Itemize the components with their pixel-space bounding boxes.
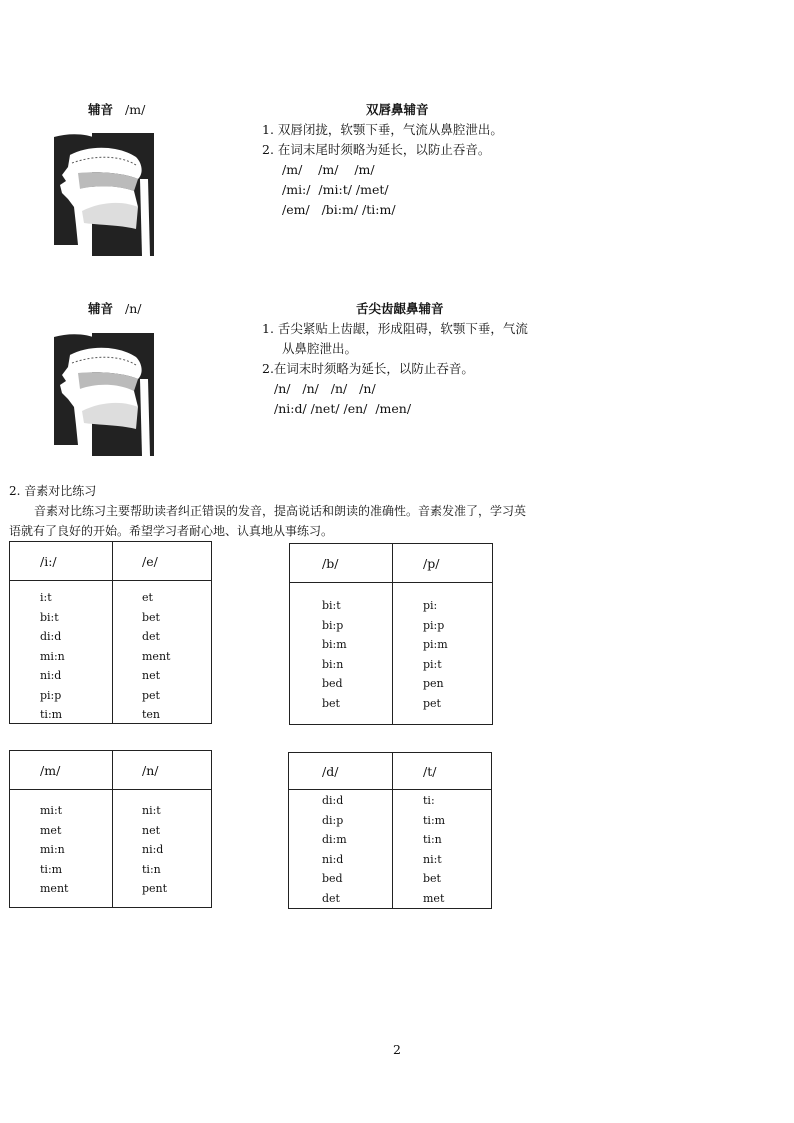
table-cell: bi:n [322, 657, 344, 671]
section-n-example-1: /n/ /n/ /n/ /n/ [274, 381, 376, 396]
section-m-title: 双唇鼻辅音 [366, 102, 429, 117]
section-m-point-1: 1. 双唇闭拢，软颚下垂，气流从鼻腔泄出。 [262, 122, 503, 137]
table-cell: bet [322, 696, 340, 710]
table-cell: ment [142, 649, 171, 663]
table-cell: di:d [322, 794, 344, 807]
table-cell: pi:p [40, 688, 62, 702]
table-cell: pet [423, 696, 441, 710]
table-cell: mi:n [40, 843, 65, 856]
table-header: /d/ [322, 764, 339, 779]
table-header: /m/ [40, 763, 61, 778]
table-column [142, 801, 167, 899]
table-header: /e/ [142, 554, 158, 569]
table-cell: ni:t [423, 852, 442, 866]
table-column [40, 801, 68, 899]
table-header: /i:/ [40, 554, 57, 569]
section-m-example-1: /m/ /m/ /m/ [282, 162, 375, 177]
table-cell: di:m [322, 833, 347, 846]
contrast-table-m-n [9, 750, 212, 908]
table-cell: di:p [322, 813, 344, 827]
table-column [322, 596, 347, 713]
table-column [423, 791, 445, 908]
section-m-example-2: /mi:/ /mi:t/ /met/ [282, 182, 389, 197]
mouth-diagram-m [54, 133, 156, 256]
table-cell: bed [322, 677, 343, 690]
page-number: 2 [393, 1042, 401, 1057]
section-n-label [88, 299, 142, 317]
contrast-table-b-p [289, 543, 493, 725]
section-n-point-2: 2.在词末时须略为延长，以防止吞音。 [262, 361, 474, 376]
table-cell: bi:t [322, 599, 341, 612]
section-n-label-cn: 辅音 [88, 301, 114, 316]
section-n-title: 舌尖齿龈鼻辅音 [356, 301, 444, 316]
table-cell: det [322, 891, 340, 905]
table-cell: ti:n [142, 862, 161, 876]
table-cell: ten [142, 708, 161, 721]
table-cell: pi:m [423, 638, 448, 651]
table-header: /t/ [423, 764, 437, 779]
table-cell: pi:t [423, 657, 442, 671]
section-n-label-ipa: /n/ [125, 301, 142, 316]
table-cell: det [142, 630, 160, 643]
practice-heading: 2. 音素对比练习 [9, 484, 97, 498]
practice-paragraph-line-2: 语就有了良好的开始。希望学习者耐心地、认真地从事练习。 [9, 524, 334, 538]
table-cell: et [142, 591, 153, 604]
table-cell: ni:d [142, 843, 164, 856]
table-cell: bi:m [322, 638, 347, 651]
table-cell: bet [142, 610, 160, 624]
section-m-point-2: 2. 在词末尾时须略为延长，以防止吞音。 [262, 142, 491, 157]
section-n-point-1: 1. 舌尖紧贴上齿龈，形成阻碍，软颚下垂，气流 [262, 321, 528, 336]
table-cell: bed [322, 872, 343, 885]
table-cell: ti:m [40, 708, 63, 721]
table-cell: met [40, 823, 62, 837]
table-cell: ti: [423, 794, 435, 807]
section-m-example-3: /em/ /bi:m/ /ti:m/ [282, 202, 396, 217]
contrast-table-i-e [9, 541, 212, 724]
table-cell: bi:t [40, 610, 59, 624]
table-column [40, 588, 65, 725]
table-cell: bet [423, 872, 441, 885]
table-header: /b/ [322, 556, 339, 571]
section-m-label-cn: 辅音 [88, 102, 114, 117]
table-header: /p/ [423, 556, 440, 571]
table-cell: pet [142, 688, 160, 702]
table-cell: ment [40, 882, 69, 895]
table-cell: ni:t [142, 804, 161, 817]
section-n-point-1-cont: 从鼻腔泄出。 [282, 341, 358, 356]
table-cell: i:t [40, 591, 52, 604]
table-cell: ti:m [40, 862, 63, 876]
table-cell: mi:t [40, 804, 63, 817]
table-cell: ti:m [423, 813, 446, 827]
table-cell: di:d [40, 630, 62, 643]
table-cell: pent [142, 882, 168, 895]
table-cell: met [423, 891, 445, 905]
table-cell: mi:n [40, 649, 65, 663]
table-cell: pi:p [423, 618, 445, 632]
section-m-label [88, 100, 145, 118]
table-column [142, 588, 170, 725]
practice-paragraph-line-1: 音素对比练习主要帮助读者纠正错误的发音，提高说话和朗读的准确性。音素发准了，学习英 [34, 504, 527, 518]
table-cell: ni:d [40, 669, 62, 682]
table-column [322, 791, 347, 908]
mouth-diagram-n [54, 333, 156, 456]
table-cell: net [142, 823, 161, 837]
table-cell: pi: [423, 599, 438, 612]
table-column [423, 596, 448, 713]
section-n-example-2: /ni:d/ /net/ /en/ /men/ [274, 401, 412, 416]
table-header: /n/ [142, 763, 159, 778]
contrast-table-d-t [288, 752, 492, 909]
table-cell: bi:p [322, 618, 344, 632]
table-cell: ti:n [423, 833, 442, 846]
table-cell: net [142, 669, 161, 682]
section-m-label-ipa: /m/ [125, 102, 146, 117]
table-cell: ni:d [322, 852, 344, 866]
table-cell: pen [423, 677, 444, 690]
